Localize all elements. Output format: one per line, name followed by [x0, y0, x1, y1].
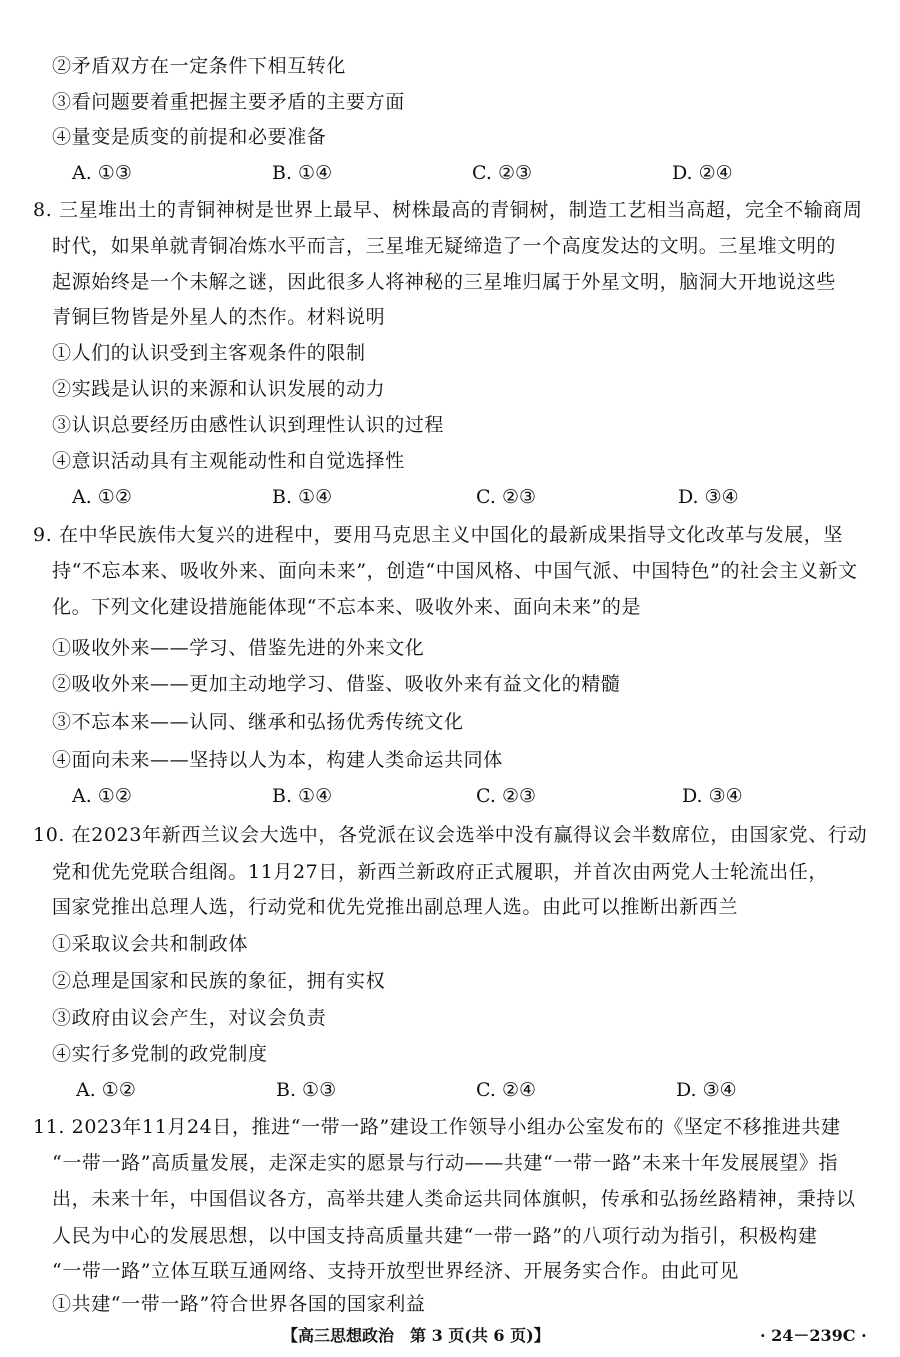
q9-item-4: ④面向未来——坚持以人为本，构建人类命运共同体	[52, 749, 503, 771]
q10-item-4: ④实行多党制的政党制度	[52, 1043, 268, 1065]
q9-stem-line: 9. 在中华民族伟大复兴的进程中，要用马克思主义中国化的最新成果指导文化改革与发展，坚	[33, 524, 843, 546]
q7-item-3: ③看问题要着重把握主要矛盾的主要方面	[52, 91, 405, 113]
q8-stem-line: 起源始终是一个未解之谜，因此很多人将神秘的三星堆归属于外星文明，脑洞大开地说这些	[52, 271, 837, 293]
q11-stem-line: 人民为中心的发展思想，以中国支持高质量共建“一带一路”的八项行动为指引，积极构建	[52, 1225, 818, 1247]
q8-item-3: ③认识总要经历由感性认识到理性认识的过程	[52, 414, 445, 436]
q9-stem-line: 持“不忘本来、吸收外来、面向未来”，创造“中国风格、中国气派、中国特色”的社会主义新文	[52, 560, 858, 582]
q8-option-a: A. ①②	[72, 486, 132, 508]
q7-option-c: C. ②③	[472, 162, 533, 184]
q10-item-2: ②总理是国家和民族的象征，拥有实权	[52, 970, 386, 992]
q8-stem-line: 青铜巨物皆是外星人的杰作。材料说明	[52, 306, 386, 328]
q9-item-1: ①吸收外来——学习、借鉴先进的外来文化	[52, 637, 425, 659]
q8-option-c: C. ②③	[476, 486, 537, 508]
q10-option-c: C. ②④	[476, 1079, 537, 1101]
q11-stem-line: 出，未来十年，中国倡议各方，高举共建人类命运共同体旗帜，传承和弘扬丝路精神，秉持以	[52, 1188, 856, 1210]
q8-item-1: ①人们的认识受到主客观条件的限制	[52, 342, 366, 364]
q11-item-1: ①共建“一带一路”符合世界各国的国家利益	[52, 1293, 426, 1315]
q10-stem-line: 党和优先党联合组阁。11月27日，新西兰新政府正式履职，并首次由两党人士轮流出任，	[52, 861, 828, 883]
q9-option-a: A. ①②	[72, 785, 132, 807]
q9-option-d: D. ③④	[682, 785, 743, 807]
q10-option-d: D. ③④	[676, 1079, 737, 1101]
q11-stem-line: “一带一路”高质量发展，走深走实的愿景与行动——共建“一带一路”未来十年发展展望》指	[52, 1152, 839, 1174]
q7-option-b: B. ①④	[272, 162, 333, 184]
q8-option-d: D. ③④	[678, 486, 739, 508]
q7-option-a: A. ①③	[72, 162, 132, 184]
q8-stem-line: 8. 三星堆出土的青铜神树是世界上最早、树株最高的青铜树，制造工艺相当高超，完全不输商周	[33, 199, 863, 221]
q7-item-2: ②矛盾双方在一定条件下相互转化	[52, 55, 347, 77]
q10-stem-line: 国家党推出总理人选，行动党和优先党推出副总理人选。由此可以推断出新西兰	[52, 896, 739, 918]
q9-option-c: C. ②③	[476, 785, 537, 807]
q7-option-d: D. ②④	[672, 162, 733, 184]
page-footer-info: 【高三思想政治 第 3 页(共 6 页)】	[282, 1326, 550, 1345]
q10-option-a: A. ①②	[76, 1079, 136, 1101]
q10-item-1: ①采取议会共和制政体	[52, 933, 249, 955]
q7-item-4: ④量变是质变的前提和必要准备	[52, 126, 327, 148]
q9-item-3: ③不忘本来——认同、继承和弘扬优秀传统文化	[52, 711, 464, 733]
page-footer-code: · 24－239C ·	[760, 1326, 867, 1345]
q8-item-2: ②实践是认识的来源和认识发展的动力	[52, 378, 386, 400]
q8-item-4: ④意识活动具有主观能动性和自觉选择性	[52, 450, 405, 472]
q9-option-b: B. ①④	[272, 785, 333, 807]
q8-stem-line: 时代，如果单就青铜冶炼水平而言，三星堆无疑缔造了一个高度发达的文明。三星堆文明的	[52, 235, 837, 257]
q9-stem-line: 化。下列文化建设措施能体现“不忘本来、吸收外来、面向未来”的是	[52, 596, 642, 618]
q11-stem-line: 11. 2023年11月24日，推进“一带一路”建设工作领导小组办公室发布的《坚定不移推进共建	[33, 1116, 841, 1138]
q8-option-b: B. ①④	[272, 486, 333, 508]
q10-option-b: B. ①③	[276, 1079, 337, 1101]
q9-item-2: ②吸收外来——更加主动地学习、借鉴、吸收外来有益文化的精髓	[52, 673, 621, 695]
q10-stem-line: 10. 在2023年新西兰议会大选中，各党派在议会选举中没有赢得议会半数席位，由国家党、行动	[33, 824, 868, 846]
q10-item-3: ③政府由议会产生，对议会负责	[52, 1007, 327, 1029]
q11-stem-line: “一带一路”立体互联互通网络、支持开放型世界经济、开展务实合作。由此可见	[52, 1260, 740, 1282]
